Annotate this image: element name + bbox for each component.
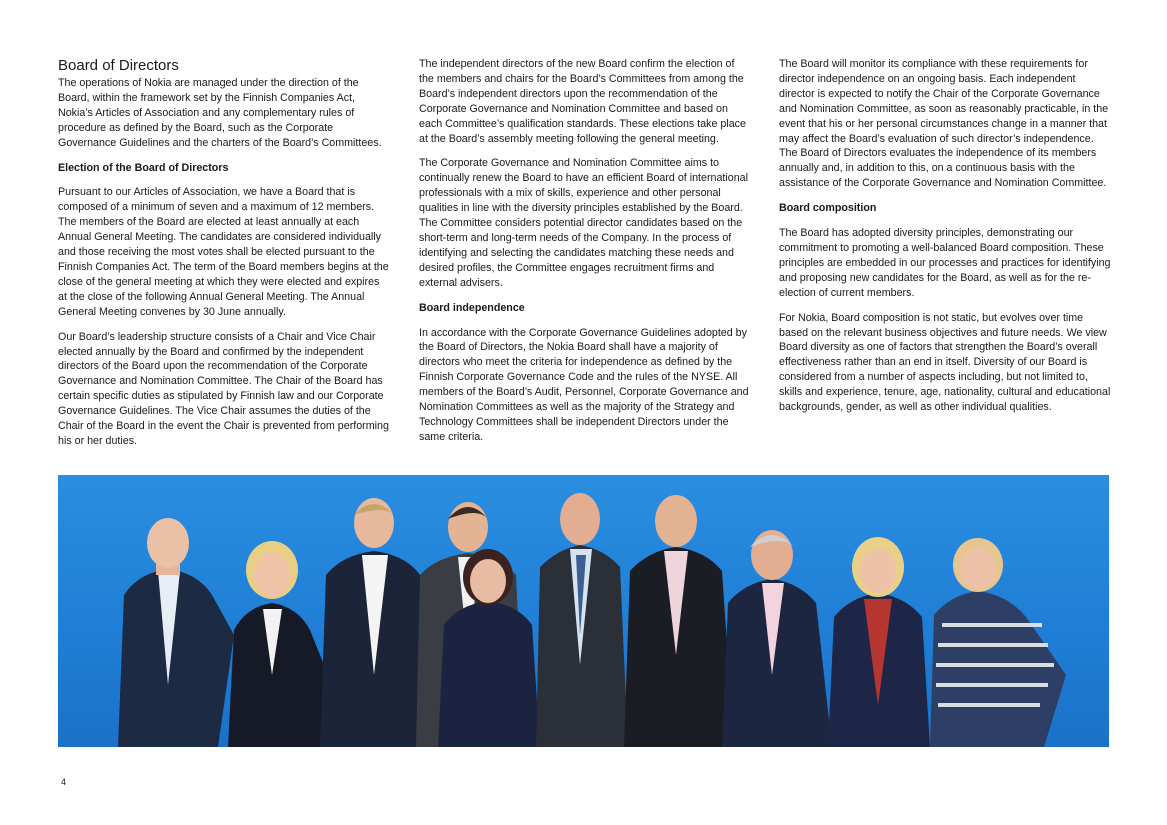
independence-paragraph: In accordance with the Corporate Governance Guidelines adopted by the Board of Directors, the Nokia Board shall have a majority of directors who meet the criteria for independence as defined by the Finnish Corporate Governance Code and the rules of the NYSE. All members of the Board’s Audit, Personnel, Corporate Governance and Nomination Committees as well as the majority of the Strategy and Technology Committees shall be independent Directors under the same criteria. xyxy=(419,326,749,443)
column-2 xyxy=(419,57,751,455)
board-member-10 xyxy=(930,538,1066,747)
page-title: Board of Directors xyxy=(58,57,179,74)
page-number: 4 xyxy=(61,777,67,787)
board-member-2 xyxy=(228,541,328,747)
intro-paragraph: The operations of Nokia are managed under the direction of the Board, within the framework set by the Finnish Companies Act, Nokia’s Articles of Association and any complementary rules of procedure as defined by the Board, such as the Corporate Governance Guidelines and the charters of the Board’s Committees. xyxy=(58,77,382,149)
board-members-illustration xyxy=(58,475,1109,747)
diversity-paragraph: For Nokia, Board composition is not static, but evolves over time based on the relevant business objectives and future needs. We view Board diversity as one of factors that strengthen the Board’s overall effectiveness rather than an end in itself. Diversity of our Board is considered from a number of aspects including, but not limited to, skills and experience, tenure, age, nationality, cultural and educational backgrounds, gender, as well as other individual qualities. xyxy=(779,311,1111,414)
committees-paragraph: The independent directors of the new Board confirm the election of the members and chairs for the Board’s Committees from among the Board’s independent directors upon the recommendation of the Corporate Governance and Nomination Committee and based on each Committee’s qualification standards. These elections take place at the Board’s assembly meeting following the general meeting. xyxy=(419,58,746,145)
renewal-paragraph: The Corporate Governance and Nomination Committee aims to continually renew the Board to have an efficient Board of international professionals with a mix of skills, experience and other personal qualities in line with the diversity principles established by the Board. The Committee considers potential director candidates based on the short-term and long-term needs of the Company. In the process of identifying and selecting the candidates matching these needs and desired profiles, the Committee engages recruitment firms and external advisers. xyxy=(419,157,748,289)
composition-heading: Board composition xyxy=(779,202,877,215)
board-member-7 xyxy=(624,495,734,747)
column-1 xyxy=(58,57,390,459)
election-paragraph: Pursuant to our Articles of Association, we have a Board that is composed of a minimum of seven and a maximum of 12 members. The members of the Board are elected at least annually at each Annual General Meeting. The candidates are considered individually and those receiving the most votes shall be elected pursuant to the Finnish Companies Act. The term of the Board members begins at the close of the general meeting at which they were elected and expires at the close of the following Annual General Meeting. The Annual General Meeting convenes by 30 June annually. xyxy=(58,186,389,318)
monitor-paragraph: The Board will monitor its compliance with these requirements for director independence on an ongoing basis. Each independent director is expected to notify the Chair of the Corporate Governance and Nomination Committee, as soon as reasonably practicable, in the event that his or her personal circumstances change in a manner that may affect the Board’s evaluation of such director’s independence. The Board of Directors evaluates the independence of its members annually and, in addition to this, on a continuous basis with the assistance of the Corporate Governance and Nomination Committee. xyxy=(779,58,1109,190)
board-member-9 xyxy=(828,537,930,747)
board-member-8 xyxy=(722,530,832,747)
board-member-3 xyxy=(320,498,420,747)
leadership-paragraph: Our Board’s leadership structure consists of a Chair and Vice Chair elected annually by the Board and confirmed by the independent directors of the Board upon the recommendation of the Corporate Governance and Nomination Committee. The Chair of the Board has certain specific duties as stipulated by Finnish law and our Corporate Governance Guidelines. The Vice Chair assumes the duties of the Chair of the Board in the event the Chair is prevented from performing his or her duties. xyxy=(58,330,389,447)
column-3 xyxy=(779,57,1111,425)
composition-paragraph: The Board has adopted diversity principles, demonstrating our commitment to promoting a well-balanced Board composition. These principles are embedded in our processes and practices for identifying and proposing new candidates for the Board, as well as for the re-election of current members. xyxy=(779,227,1111,299)
board-member-6 xyxy=(536,493,628,747)
election-heading: Election of the Board of Directors xyxy=(58,161,229,174)
board-group-photo xyxy=(58,475,1109,747)
board-member-1 xyxy=(118,518,234,747)
independence-heading: Board independence xyxy=(419,301,525,314)
